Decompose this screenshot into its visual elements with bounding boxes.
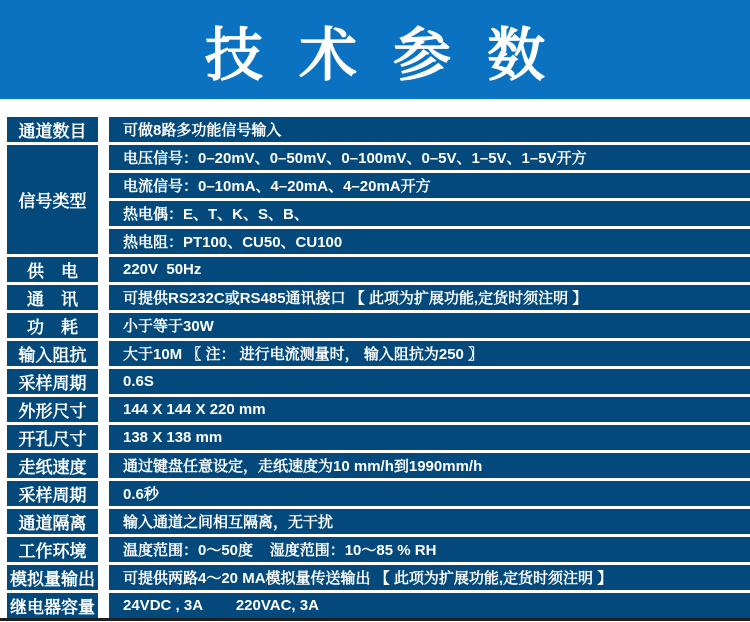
spec-value: 可做8路多功能信号输入 (109, 117, 750, 142)
spec-row-cutout-size (7, 425, 750, 450)
spec-label: 信号类型 (7, 145, 98, 254)
spec-value: 0.6S (109, 369, 750, 394)
spec-label: 通道隔离 (7, 509, 98, 534)
spec-label: 外形尺寸 (7, 397, 98, 422)
spec-value: 温度范围：0～50度 湿度范围：10～85 % RH (109, 537, 750, 562)
spec-row-outer-dimensions (7, 397, 750, 422)
spec-row-power-supply (7, 257, 750, 282)
spec-row-input-impedance (7, 341, 750, 366)
spec-value-rtd: 热电阻：PT100、CU50、CU100 (109, 229, 750, 254)
spec-value: 24VDC , 3A 220VAC, 3A (109, 593, 750, 618)
spec-label: 走纸速度 (7, 453, 98, 478)
signal-type-values (109, 145, 750, 254)
spec-value-voltage-signal: 电压信号：0–20mV、0–50mV、0–100mV、0–5V、1–5V、1–5V开方 (109, 145, 750, 170)
spec-row-paper-speed (7, 453, 750, 478)
spec-label: 模拟量输出 (7, 565, 98, 590)
spec-label: 通道数目 (7, 117, 98, 142)
spec-row-relay-capacity (7, 593, 750, 618)
spec-value-current-signal: 电流信号：0–10mA、4–20mA、4–20mA开方 (109, 173, 750, 198)
spec-row-operating-environment (7, 537, 750, 562)
spec-value: 144 X 144 X 220 mm (109, 397, 750, 422)
spec-label: 输入阻抗 (7, 341, 98, 366)
spec-value: 可提供RS232C或RS485通讯接口 【 此项为扩展功能,定货时须注明 】 (109, 285, 750, 310)
spec-value: 大于10M 〖 注： 进行电流测量时， 输入阻抗为250 〗 (109, 341, 750, 366)
spec-label: 通 讯 (7, 285, 98, 310)
spec-label: 功 耗 (7, 313, 98, 338)
spec-row-communication (7, 285, 750, 310)
spec-value: 通过键盘任意设定，走纸速度为10 mm/h到1990mm/h (109, 453, 750, 478)
spec-value: 输入通道之间相互隔离，无干扰 (109, 509, 750, 534)
spec-row-power-consumption (7, 313, 750, 338)
spec-label: 采样周期 (7, 369, 98, 394)
spec-row-channel-count (7, 117, 750, 142)
spec-label: 开孔尺寸 (7, 425, 98, 450)
spec-label: 供 电 (7, 257, 98, 282)
spec-value: 0.6秒 (109, 481, 750, 506)
spec-value: 138 X 138 mm (109, 425, 750, 450)
spec-label: 继电器容量 (7, 593, 98, 618)
spec-row-sampling-period (7, 369, 750, 394)
spec-value: 220V 50Hz (109, 257, 750, 282)
spec-value: 可提供两路4～20 MA模拟量传送输出 【 此项为扩展功能,定货时须注明 】 (109, 565, 750, 590)
spec-table (7, 117, 750, 618)
bottom-divider (0, 618, 750, 621)
spec-row-signal-type (7, 145, 750, 254)
spec-row-channel-isolation (7, 509, 750, 534)
spec-label: 采样周期 (7, 481, 98, 506)
spec-row-sampling-period-2 (7, 481, 750, 506)
page-title: 技 术 参 数 (204, 22, 556, 88)
spec-value: 小于等于30W (109, 313, 750, 338)
spec-value-thermocouple: 热电偶：E、T、K、S、B、 (109, 201, 750, 226)
title-banner (0, 0, 750, 99)
spec-row-analog-output (7, 565, 750, 590)
spec-label: 工作环境 (7, 537, 98, 562)
